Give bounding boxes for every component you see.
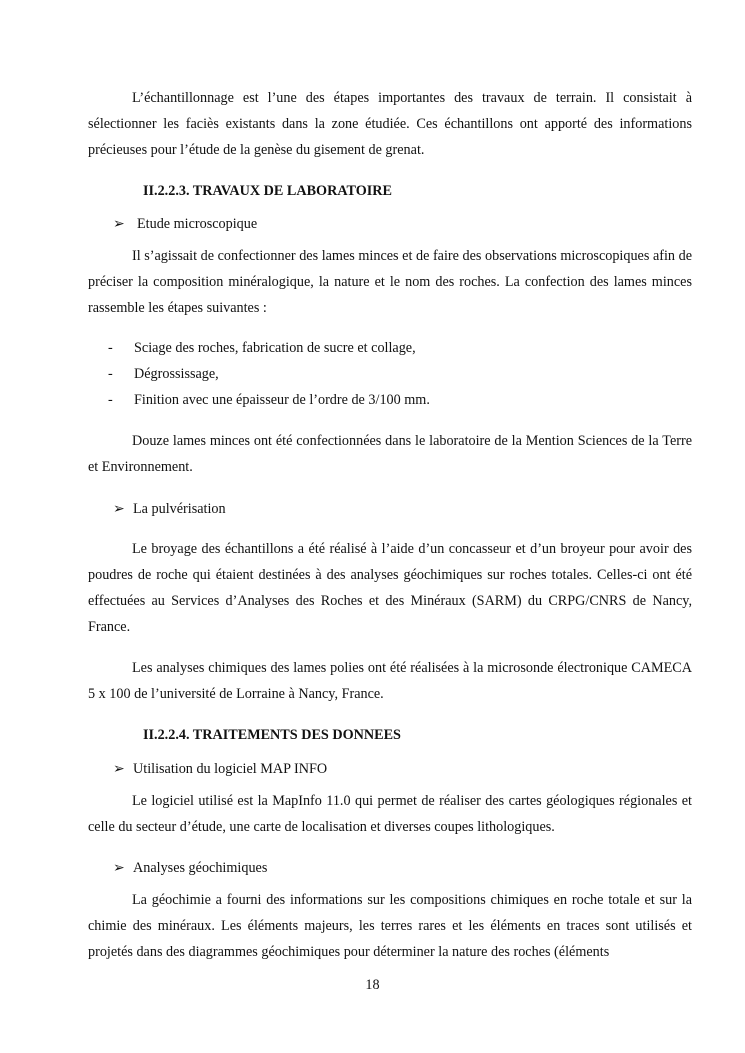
arrow-bullet-icon: ➢ [113, 761, 125, 777]
document-page: L’échantillonnage est l’une des étapes importantes des travaux de terrain. Il consistait à sélectionner les faciès existants dans la zone étudiée. Ces échantillons ont apporté des informations précieuses pour l’étude de la genèse du gisement de grenat. II.2.2.3. TRAVAUX DE LABORATOIRE ➢ Etude microscopique Il s’agissait de confectionner des lames minces et de faire des observations microscopiques afin de préciser la composition minéralogique, la nature et le nom des roches. La confection des lames minces rassemble les étapes suivantes : - Sciage des roches, fabrication de sucre et collage, - Dégrossissage, - Finition avec une épaisseur de l’ordre de 3/100 mm. Douze lames minces ont été confectionnées dans le laboratoire de la Mention Sciences de la Terre et Environnement. ➢ La pulvérisation Le broyage des échantillons a été réalisé à l’aide d’un concasseur et d’un broyeur pour avoir des poudres de roche qui étaient destinées à des analyses géochimiques sur roches totales. Celles-ci ont été effectuées au Services d’Analyses des Roches et des Minéraux (SARM) du CRPG/CNRS de Nancy, France. Les analyses chimiques des lames polies ont été réalisées à la microsonde électronique CAMECA 5 x 100 de l’université de Lorraine à Nancy, France. II.2.2.4. TRAITEMENTS DES DONNEES ➢ Utilisation du logiciel MAP INFO Le logiciel utilisé est la MapInfo 11.0 qui permet de réaliser des cartes géologiques régionales et celle du secteur d’étude, une carte de localisation et diverses coupes lithologiques. ➢ Analyses géochimiques La géochimie a fourni des informations sur les compositions chimiques en roche totale et sur la chimie des minéraux. Les éléments majeurs, les terres rares et les éléments en traces sont utilisés et projetés dans des diagrammes géochimiques pour déterminer la nature des roches (éléments 18 [0, 0, 745, 1053]
paragraph-text: La géochimie a fourni des informations sur les compositions chimiques en roche totale et sur la chimie des minéraux. Les éléments majeurs, les terres rares et les éléments en traces sont utilisés et projetés dans des diagrammes géochimiques pour déterminer la nature des roches (éléments [88, 892, 692, 960]
paragraph-text: Les analyses chimiques des lames polies ont été réalisées à la microsonde électronique CAMECA 5 x 100 de l’université de Lorraine à Nancy, France. [88, 660, 692, 702]
page-number: 18 [365, 977, 380, 993]
paragraph-text: Il s’agissait de confectionner des lames minces et de faire des observations microscopiques afin de préciser la composition minéralogique, la nature et le nom des roches. La confection des lames minces rassemble les étapes suivantes : [88, 248, 692, 316]
paragraph-text: Douze lames minces ont été confectionnées dans le laboratoire de la Mention Sciences de la Terre et Environnement. [88, 433, 692, 475]
paragraph-text: Le logiciel utilisé est la MapInfo 11.0 qui permet de réaliser des cartes géologiques régionales et celle du secteur d’étude, une carte de localisation et diverses coupes lithologiques. [88, 793, 692, 835]
paragraph-douze-lames [88, 428, 692, 480]
section-heading-traitements-donnees: II.2.2.4. TRAITEMENTS DES DONNEES [143, 727, 401, 743]
bullet-label: La pulvérisation [133, 501, 226, 517]
arrow-bullet-icon: ➢ [113, 860, 125, 876]
bullet-label: Analyses géochimiques [133, 860, 268, 876]
paragraph-lames-minces [88, 243, 692, 321]
paragraph-text: Le broyage des échantillons a été réalisé à l’aide d’un concasseur et d’un broyeur pour avoir des poudres de roche qui étaient destinées à des analyses géochimiques sur roches totales. Celles-ci ont été effectuées au Services d’Analyses des Roches et des Minéraux (SARM) du CRPG/CNRS de Nancy, France. [88, 541, 692, 635]
paragraph-geochimie [88, 887, 692, 965]
paragraph-text: L’échantillonnage est l’une des étapes importantes des travaux de terrain. Il consistait à sélectionner les faciès existants dans la zone étudiée. Ces échantillons ont apporté des informations précieuses pour l’étude de la genèse du gisement de grenat. [88, 90, 692, 158]
paragraph-logiciel [88, 788, 692, 840]
arrow-bullet-icon: ➢ [113, 501, 125, 517]
dash-marker: - [108, 340, 113, 356]
bullet-label: Utilisation du logiciel MAP INFO [133, 761, 328, 777]
arrow-bullet-icon: ➢ [113, 216, 125, 232]
paragraph-echantillonnage [88, 85, 692, 163]
section-heading-travaux-laboratoire: II.2.2.3. TRAVAUX DE LABORATOIRE [143, 183, 392, 199]
dash-marker: - [108, 366, 113, 382]
paragraph-broyage [88, 536, 692, 640]
dash-marker: - [108, 392, 113, 408]
bullet-label: Etude microscopique [137, 216, 258, 232]
paragraph-analyses-chimiques [88, 655, 692, 707]
